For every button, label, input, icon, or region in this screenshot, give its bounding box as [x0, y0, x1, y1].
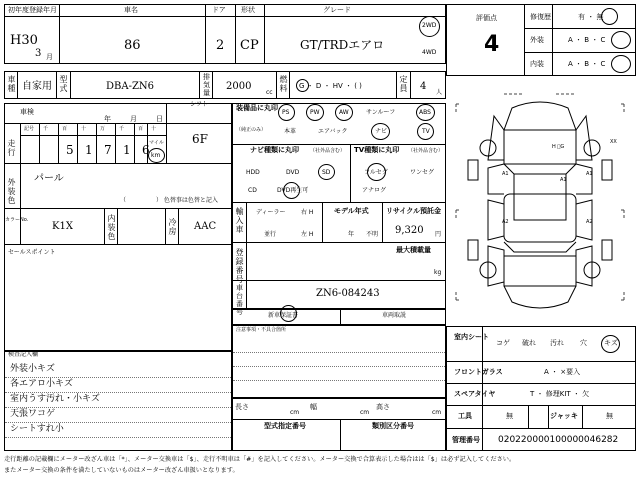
car-damage-diagram [448, 90, 636, 322]
tire-options: T ・ 修理KIT ・ 欠 [530, 390, 590, 398]
note-line-3: 室内うす汚れ・小キズ [10, 394, 100, 404]
seat-option-3: 穴 [580, 339, 587, 347]
note-line-1: 外装小キズ [10, 364, 55, 374]
seat-option-0: コゲ [496, 339, 510, 347]
tool-label: 工具 [458, 412, 472, 420]
equip-airbag: エアバック [318, 128, 348, 135]
reg-year: H30 [10, 33, 38, 48]
mileage-mark-2: 百 [62, 126, 68, 132]
warranty-row [232, 309, 446, 325]
recycle-label: リサイクル預託金 [386, 207, 442, 215]
score-value: 4 [484, 32, 500, 57]
import-parallel: 並行 [264, 231, 277, 238]
body-shape: CP [240, 38, 259, 53]
fuel-value: G ・ D ・ HV ・ ( ) [299, 82, 362, 90]
navi-label: ナビ種類に丸印 [250, 146, 299, 154]
type-label: 型式指定番号 [264, 422, 306, 430]
ext-label: 外装 [530, 36, 544, 44]
mileage-km-circle [148, 148, 165, 163]
import-left: 左 H [301, 231, 314, 238]
cooler-value: AAC [194, 221, 217, 232]
chassis-value: ZN6-084243 [316, 288, 380, 299]
mileage-mark-3: 十 [81, 126, 87, 132]
damage-mark-5: XX [610, 139, 617, 145]
inspector-label: 検査記入欄 [8, 351, 39, 358]
mileage-mark-6: 百 [138, 126, 144, 132]
navi-cd: CD [248, 187, 257, 194]
equip-ps: PS [282, 109, 290, 116]
recycle-unit: 円 [435, 231, 442, 238]
inspection-month: 月 [130, 115, 137, 123]
mileage-km: km [151, 152, 161, 159]
colorno-label: カラーNo. [5, 217, 29, 223]
reg-number-label: 登録番号 [235, 248, 244, 284]
mileage-mile: マイル [149, 140, 164, 146]
disp-label: 排気量 [203, 73, 210, 97]
tool-value: 無 [506, 412, 513, 420]
warranty-circle [280, 305, 297, 322]
int-c-circle [611, 55, 631, 73]
ext-c-circle [611, 31, 631, 49]
mileage-digit-2: 7 [104, 143, 112, 157]
fuel-g-circle [296, 79, 309, 92]
inspection-day: 日 [156, 115, 163, 123]
manual-label: 車両取説 [382, 312, 407, 319]
drive-2wd: 2WD [422, 22, 437, 29]
damage-mark-2: A1 [560, 177, 567, 183]
equip-aw: AW [339, 109, 349, 116]
damage-mark-4: A2 [586, 219, 593, 225]
equip-leather: 本革 [284, 128, 297, 135]
import-right: 右 H [301, 209, 314, 216]
equip-sub: （純正のみ） [236, 127, 267, 133]
model-label: 型式 [59, 75, 68, 93]
seat-option-2: 汚れ [550, 339, 564, 347]
glass-options: A ・ ×要入 [544, 368, 581, 376]
footer-line-1: 走行距離の記載欄にメーター改ざん車は「*」、メーター交換車は「$」、走行不明車は「#」を記入してください。メーター交換で合算表示した場合はは「$」は必ず記入してください。 [4, 456, 516, 463]
load-label: 最大積載量 [396, 246, 431, 254]
height-unit: cm [432, 409, 442, 416]
damage-mark-3: A2 [502, 219, 509, 225]
navi-sub: （社外品含む） [310, 148, 346, 154]
equip-sunroof: サンルーフ [366, 109, 396, 116]
tv-fullseg: フルセグ [364, 169, 388, 176]
seat-scratch-circle [601, 335, 620, 353]
mileage-label: 走行 [7, 139, 16, 157]
mileage-digit-1: 1 [85, 143, 93, 157]
equip-label: 装備品に丸印 [236, 104, 278, 112]
tire-label: スペアタイヤ [454, 390, 496, 398]
exterior-label: 外装色 [7, 178, 16, 205]
name-label: 車名 [124, 6, 138, 14]
caution-label: 注意事項・不具合箇所 [236, 327, 287, 333]
use-label: 車種 [7, 75, 16, 93]
repair-options: 有 ・ 無 [578, 13, 604, 21]
recycle-value: 9,320 [395, 225, 424, 236]
door-label: ドア [212, 6, 226, 14]
door-count: 2 [216, 38, 225, 53]
exterior-note: （ ） 色替事は色替と記入 [120, 197, 218, 204]
mileage-mark-0: 記号 [24, 126, 35, 132]
disp-value: 2000 [226, 81, 252, 92]
jack-value: 無 [606, 412, 613, 420]
cap-label: 定員 [399, 75, 408, 93]
equip-abs: ABS [419, 109, 431, 116]
chassis-label: 車台番号 [236, 284, 243, 316]
navi-hdd: HDD [246, 169, 260, 176]
tv-sub: （社外品含む） [408, 148, 444, 154]
mileage-digit-0: 5 [66, 143, 74, 157]
int-options: A ・ B ・ C [568, 60, 606, 68]
import-label: 輸入車 [235, 207, 244, 234]
interior-color-label: 内装色 [107, 214, 116, 241]
class-label: 類別区分番号 [372, 422, 414, 430]
height-label: 高さ [376, 403, 390, 411]
shift-label: シフト [190, 101, 209, 108]
year-label: 初年度登録年月 [8, 6, 57, 14]
equip-tv: TV [422, 128, 430, 135]
shift-value: 6F [192, 132, 208, 146]
length-label: 長さ [235, 403, 249, 411]
drive-4wd: 4WD [422, 49, 437, 56]
equip-navi: ナビ [375, 128, 388, 135]
grade-value: GT/TRDエアロ [300, 38, 385, 52]
width-label: 幅 [310, 403, 317, 411]
width-unit: cm [360, 409, 370, 416]
mileage-digit-3: 1 [123, 143, 131, 157]
fuel-label: 燃料 [279, 75, 288, 93]
shape-label: 形状 [241, 6, 255, 14]
jack-label: ジャッキ [550, 412, 578, 420]
mileage-mark-5: 千 [119, 126, 125, 132]
mileage-mark-1: 千 [43, 126, 49, 132]
inspection-label: 車検 [20, 108, 34, 116]
damage-mark-1: A1 [586, 171, 593, 177]
model-value: DBA-ZN6 [106, 81, 155, 92]
length-unit: cm [290, 409, 300, 416]
note-line-5: シートすれ小 [10, 424, 64, 434]
damage-mark-6: H ゚G [552, 144, 565, 150]
note-line-4: 天張ワコゲ [10, 409, 56, 419]
mgmt-label: 管理番号 [452, 436, 480, 444]
navi-dvdplay: DVD再生可 [277, 187, 309, 194]
inspection-year: 年 [104, 115, 111, 123]
tv-analog: アナログ [362, 187, 387, 194]
footer-line-2: またメーター交換の条件を満たしていないものはメーター改ざん車扱いとなります。 [4, 467, 239, 474]
repair-label: 修復歴 [530, 13, 551, 21]
mileage-digit-4: 6 [142, 143, 150, 157]
cooler-label: 冷房 [168, 218, 177, 236]
tv-label: TV種類に丸印 [354, 146, 400, 154]
mileage-mark-4: 万 [100, 126, 106, 132]
colorno-value: K1X [52, 221, 73, 232]
car-name: 86 [124, 38, 141, 53]
damage-mark-0: A1 [502, 171, 509, 177]
note-line-2: 各エアロ小キズ [10, 379, 73, 389]
score-label: 評価点 [476, 14, 497, 22]
warranty-label: 新車保証書 [268, 312, 299, 319]
ext-options: A ・ B ・ C [568, 36, 606, 44]
use-value: 自家用 [22, 81, 52, 92]
model-year-unit: 年 [348, 231, 355, 238]
disp-unit: cc [266, 89, 273, 96]
exterior-value: パール [34, 173, 64, 184]
import-dealer: ディーラー [256, 209, 286, 216]
sellpoint-label: セールスポイント [8, 249, 56, 256]
glass-label: フロントガラス [454, 368, 503, 376]
load-kg: kg [434, 269, 442, 276]
mileage-mark-7: 十 [151, 126, 157, 132]
navi-dvd: DVD [286, 169, 300, 176]
tv-oneseg: ワンセグ [410, 169, 435, 176]
model-year-label: モデル年式 [334, 207, 369, 215]
int-label: 内装 [530, 60, 544, 68]
seat-label: 室内シート [454, 333, 489, 341]
seat-option-1: 破れ [522, 339, 536, 347]
mgmt-value: 020220000100000046282 [498, 435, 619, 445]
grade-label: グレード [323, 6, 351, 14]
month-unit: 月 [46, 53, 53, 61]
repair-none-circle [601, 8, 618, 25]
model-year-unknown: 不明 [366, 231, 379, 238]
reg-month: 3 [35, 48, 42, 59]
seat-option-4: キズ [604, 339, 618, 347]
navi-sd: SD [322, 169, 331, 176]
cap-value: 4 [420, 81, 427, 92]
equip-pw: PW [310, 109, 320, 116]
cap-unit: 人 [436, 89, 443, 96]
caution-box [232, 325, 446, 398]
